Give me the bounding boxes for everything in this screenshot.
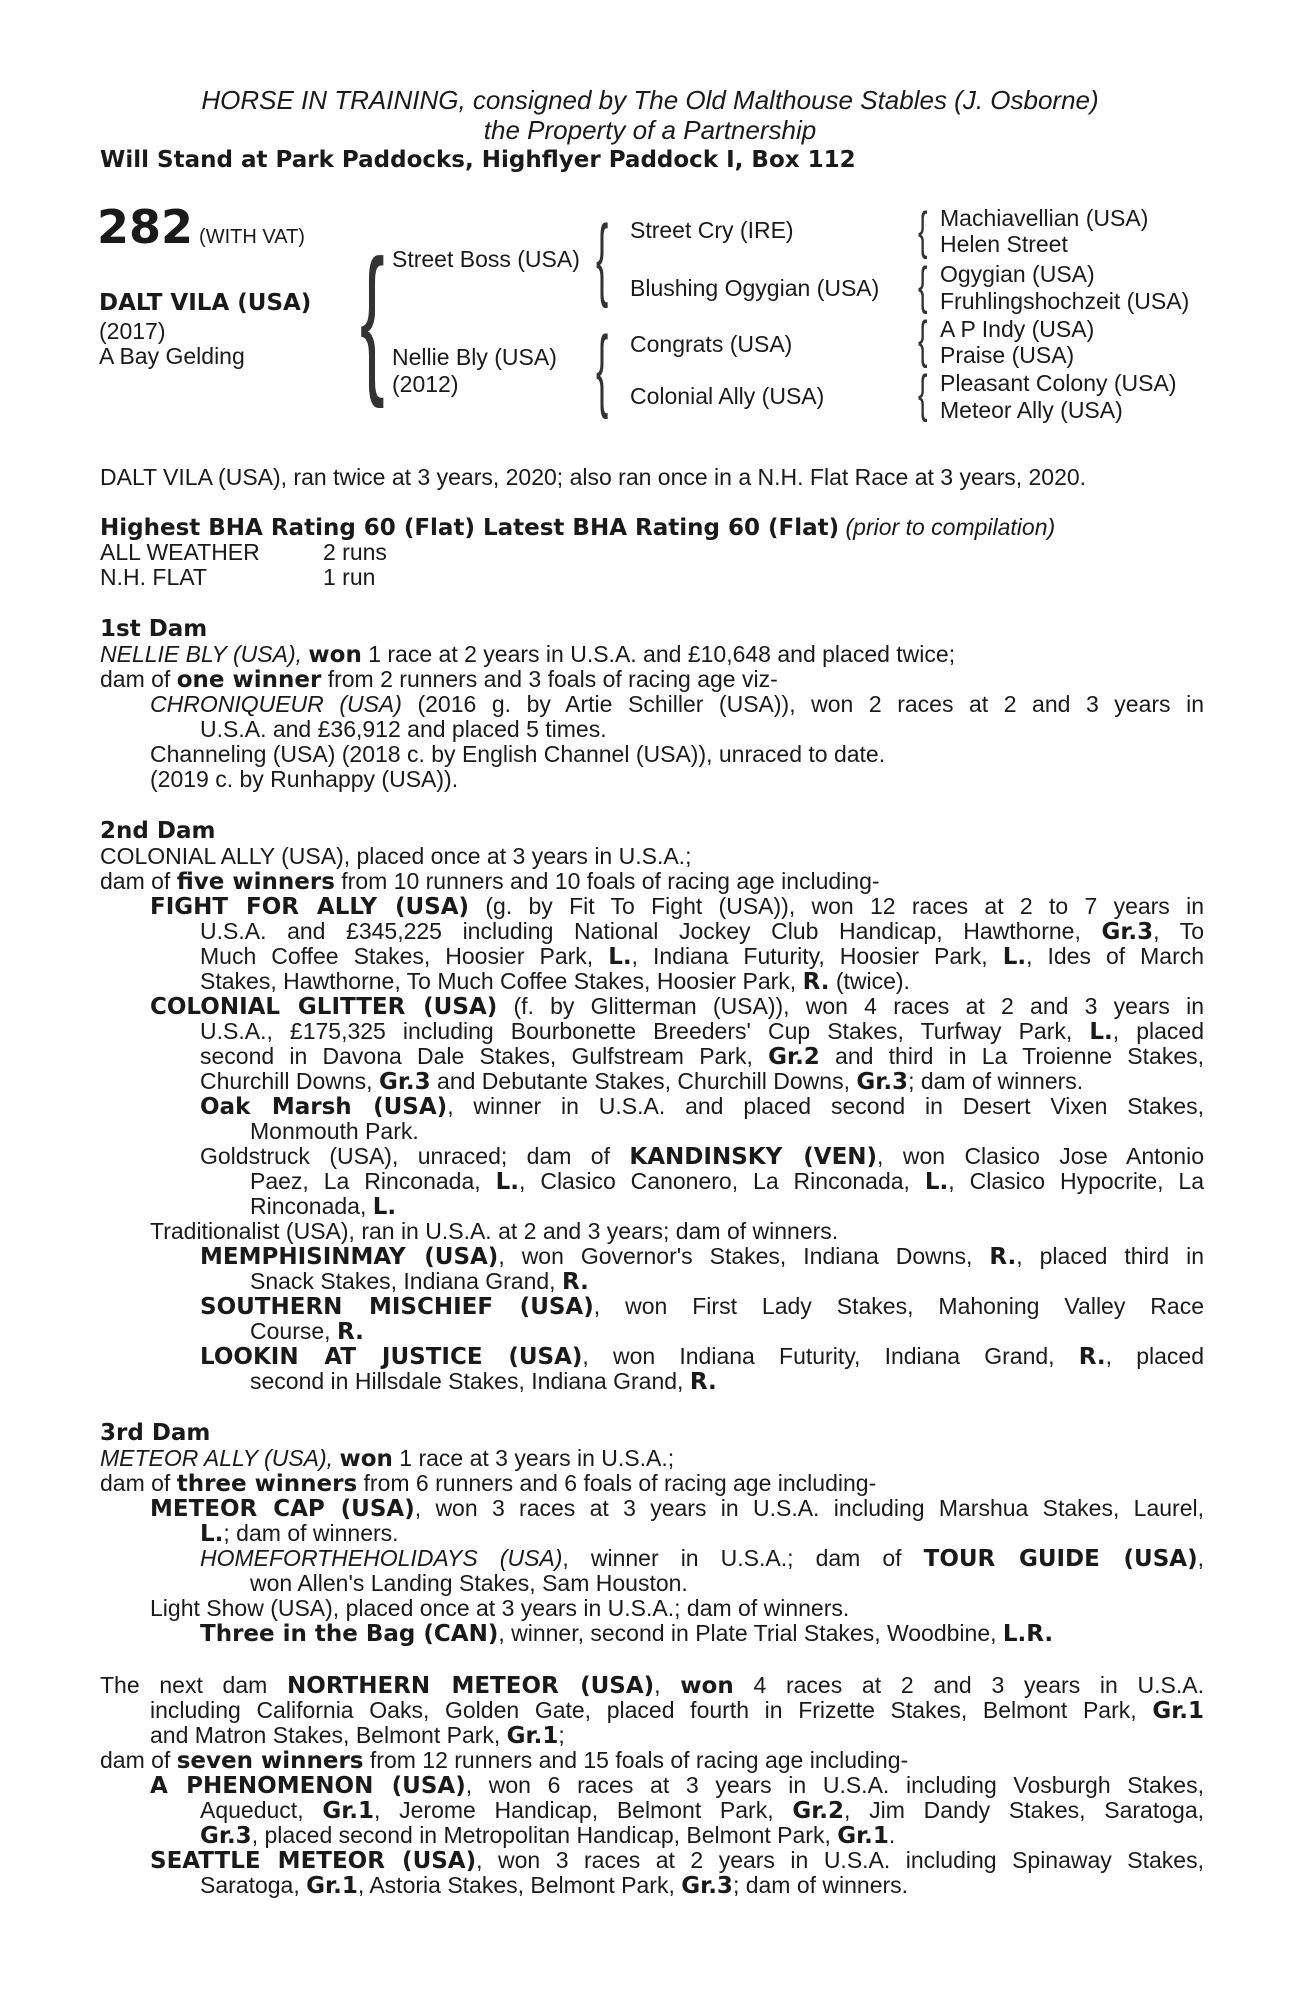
pedigree-dam-sire: Congrats (USA) — [630, 331, 793, 357]
horse-description: A Bay Gelding — [99, 343, 245, 369]
grade: L. — [495, 1169, 519, 1195]
grade: Gr.2 — [768, 1044, 820, 1070]
text: , Clasico Canonero, La Rinconada, — [519, 1168, 910, 1194]
first-dam-heading: 1st Dam — [100, 616, 208, 642]
progeny-name: MEMPHISINMAY (USA) — [200, 1244, 499, 1270]
dam-name: NELLIE BLY (USA), — [100, 641, 302, 667]
text: from 2 runners and 3 foals of racing age viz- — [327, 666, 778, 692]
pedigree-dam-dam: Colonial Ally (USA) — [630, 383, 825, 409]
grade: L. — [924, 1169, 949, 1195]
text: , — [654, 1672, 661, 1698]
grade: R. — [336, 1319, 364, 1345]
text: dam of — [100, 1747, 171, 1773]
text: , won Governor's Stakes, Indiana Downs, — [498, 1243, 973, 1269]
text: Stakes, Hawthorne, To Much Coffee Stakes, Hoosier Park, — [200, 968, 797, 994]
pedigree-brace-ss: { — [918, 202, 928, 260]
text: and Debutante Stakes, Churchill Downs, — [437, 1068, 850, 1094]
header-consignor: HORSE IN TRAINING, consigned by The Old Malthouse Stables (J. Osborne) — [201, 85, 1099, 115]
text: , placed third in — [1016, 1243, 1204, 1269]
header-property: the Property of a Partnership — [483, 115, 817, 145]
text: from 10 runners and 10 foals of racing age including- — [341, 868, 880, 894]
pedigree-sss: Machiavellian (USA) — [940, 205, 1149, 231]
grade: Gr.3 — [681, 1873, 733, 1899]
text: ; — [558, 1722, 565, 1748]
text: , Indiana Futurity, Hoosier Park, — [631, 943, 988, 969]
grade: L. — [1002, 944, 1027, 970]
third-dam-line — [150, 1496, 1204, 1522]
winners-count: three winners — [176, 1471, 358, 1497]
text: dam of — [100, 1470, 171, 1496]
second-dam-heading: 2nd Dam — [100, 818, 216, 844]
dam-name: METEOR ALLY (USA), — [100, 1445, 334, 1471]
third-dam-line — [200, 1521, 1304, 1547]
third-dam-line: won Allen's Landing Stakes, Sam Houston. — [250, 1570, 688, 1596]
text: Paez, La Rinconada, — [250, 1168, 481, 1194]
next-dam-line — [150, 1773, 1204, 1799]
text: (g. by Fit To Fight (USA)), won 12 races at 2 to 7 years in — [485, 893, 1205, 919]
grade: R. — [1078, 1344, 1106, 1370]
text: dam of — [100, 666, 171, 692]
first-dam-line: Channeling (USA) (2018 c. by English Channel (USA)), unraced to date. — [150, 741, 886, 767]
grade: Gr.3 — [378, 1069, 431, 1095]
pedigree-brace-sire: { — [596, 207, 609, 309]
text: (f. by Glitterman (USA)), won 4 races at 2 and 3 years in — [513, 993, 1204, 1019]
rating-row — [100, 540, 1204, 565]
pedigree-ssd: Helen Street — [940, 231, 1068, 257]
progeny-name: Oak Marsh (USA) — [200, 1094, 448, 1120]
third-dam-line — [100, 1446, 1204, 1472]
race-summary: DALT VILA (USA), ran twice at 3 years, 2020; also ran once in a N.H. Flat Race at 3 years, 2020. — [100, 464, 1087, 490]
text: second in Hillsdale Stakes, Indiana Grand, — [250, 1368, 684, 1394]
second-dam-line — [200, 944, 1204, 970]
grade: L.R. — [1002, 1621, 1054, 1647]
text: (2016 g. by Artie Schiller (USA)), won 2 races at 2 and 3 years in — [417, 691, 1204, 717]
rating-value: 1 run — [323, 564, 376, 590]
grade: R. — [561, 1269, 589, 1295]
grade: Gr.3 — [856, 1069, 909, 1095]
second-dam-line — [250, 1194, 1314, 1220]
progeny-name: FIGHT FOR ALLY (USA) — [150, 894, 470, 920]
second-dam-line — [200, 1094, 1204, 1120]
grade: Gr.1 — [1152, 1698, 1204, 1724]
pedigree-sire-dam: Blushing Ogygian (USA) — [630, 275, 880, 301]
first-dam-line — [100, 642, 1204, 668]
third-dam-line — [200, 1621, 1304, 1647]
won-label: won — [680, 1673, 734, 1699]
winners-count: five winners — [176, 869, 335, 895]
text: , To — [1153, 918, 1205, 944]
text: 1 race at 2 years in U.S.A. and £10,648 and placed twice; — [368, 641, 956, 667]
pedigree-dam-year: (2012) — [392, 371, 459, 397]
rating-row — [100, 565, 1204, 590]
pedigree-dam: Nellie Bly (USA) — [392, 344, 557, 370]
text: , Astoria Stakes, Belmont Park, — [357, 1872, 675, 1898]
progeny-name: A PHENOMENON (USA) — [150, 1773, 466, 1799]
text: and Matron Stakes, Belmont Park, — [150, 1722, 501, 1748]
pedigree-brace-dd: { — [918, 365, 928, 423]
first-dam-line: U.S.A. and £36,912 and placed 5 times. — [200, 716, 607, 742]
second-dam-line: COLONIAL ALLY (USA), placed once at 3 years in U.S.A.; — [100, 843, 692, 869]
second-dam-line — [250, 1369, 1314, 1395]
second-dam-line — [150, 894, 1204, 920]
text: The next dam — [100, 1672, 268, 1698]
second-dam-line — [200, 1019, 1204, 1045]
next-dam-line — [150, 1698, 1204, 1724]
next-dam-line — [200, 1823, 1304, 1849]
progeny-name: LOOKIN AT JUSTICE (USA) — [200, 1344, 583, 1370]
text: , Jim Dandy Stakes, Saratoga, — [844, 1797, 1205, 1823]
text: Rinconada, — [250, 1193, 367, 1219]
next-dam-line — [100, 1673, 1204, 1699]
progeny-name: CHRONIQUEUR (USA) — [150, 691, 402, 717]
progeny-name: COLONIAL GLITTER (USA) — [150, 994, 498, 1020]
text: . — [888, 1822, 896, 1848]
third-dam-line — [200, 1546, 1204, 1572]
text: Course, — [250, 1318, 331, 1344]
text: , Clasico Hypocrite, La — [948, 1168, 1205, 1194]
second-dam-line — [200, 969, 1304, 995]
text: Much Coffee Stakes, Hoosier Park, — [200, 943, 594, 969]
third-dam-line — [100, 1471, 1204, 1497]
grade: Gr.1 — [506, 1723, 559, 1749]
text: , Ides of March — [1026, 943, 1205, 969]
pedigree-brace-main: { — [360, 226, 385, 409]
text: ; dam of winners. — [732, 1872, 909, 1898]
text: including California Oaks, Golden Gate, placed fourth in Frizette Stakes, Belmont Park, — [150, 1697, 1137, 1723]
text: Churchill Downs, — [200, 1068, 373, 1094]
pedigree-sire: Street Boss (USA) — [392, 246, 580, 272]
second-dam-line: Traditionalist (USA), ran in U.S.A. at 2 and 3 years; dam of winners. — [150, 1218, 839, 1244]
bha-rating — [100, 515, 1204, 541]
progeny-name: SEATTLE METEOR (USA) — [150, 1848, 477, 1874]
grade: R. — [802, 969, 830, 995]
horse-year: (2017) — [99, 318, 166, 344]
second-dam-line — [200, 919, 1204, 945]
text: , winner in U.S.A.; dam of — [562, 1545, 902, 1571]
rating-label: N.H. FLAT — [100, 564, 207, 590]
winners-count: seven winners — [176, 1748, 364, 1774]
text: , placed — [1105, 1343, 1204, 1369]
text: , won Indiana Futurity, Indiana Grand, — [582, 1343, 1055, 1369]
text: , winner in U.S.A. and placed second in Desert Vixen Stakes, — [447, 1093, 1204, 1119]
grade: L. — [372, 1194, 397, 1220]
text: , won 6 races at 3 years in U.S.A. including Vosburgh Stakes, — [465, 1772, 1204, 1798]
second-dam-line — [250, 1319, 1314, 1345]
second-dam-line — [200, 1069, 1304, 1095]
winners-count: one winner — [176, 667, 322, 693]
bha-rating-values: Highest BHA Rating 60 (Flat) Latest BHA Rating 60 (Flat) — [100, 515, 840, 541]
text: from 12 runners and 15 foals of racing age including- — [369, 1747, 909, 1773]
header-stand: Will Stand at Park Paddocks, Highflyer Paddock I, Box 112 — [100, 147, 856, 173]
progeny-name: TOUR GUIDE (USA) — [923, 1546, 1198, 1572]
pedigree-brace-ds: { — [918, 311, 928, 369]
text: 1 race at 3 years in U.S.A.; — [399, 1445, 675, 1471]
text: , won 3 races at 3 years in U.S.A. including Marshua Stakes, Laurel, — [414, 1495, 1204, 1521]
second-dam-line — [250, 1269, 1314, 1295]
next-dam-line — [200, 1873, 1304, 1899]
text: , winner, second in Plate Trial Stakes, Woodbine, — [498, 1620, 997, 1646]
grade: L. — [200, 1521, 224, 1547]
won-label: won — [339, 1446, 393, 1472]
text: , placed second in Metropolitan Handicap, Belmont Park, — [251, 1822, 831, 1848]
text: U.S.A. and £345,225 including National Jockey Club Handicap, Hawthorne, — [200, 918, 1081, 944]
text: 4 races at 2 and 3 years in U.S.A. — [753, 1672, 1205, 1698]
text: Aqueduct, — [200, 1797, 304, 1823]
pedigree-sdd: Fruhlingshochzeit (USA) — [940, 288, 1190, 314]
pedigree-dds: Pleasant Colony (USA) — [940, 370, 1177, 396]
text: , placed — [1112, 1018, 1205, 1044]
grade: L. — [608, 944, 632, 970]
text: and third in La Troienne Stakes, — [835, 1043, 1205, 1069]
progeny-name: METEOR CAP (USA) — [150, 1496, 415, 1522]
rating-value: 2 runs — [323, 539, 387, 565]
second-dam-line — [200, 1244, 1204, 1270]
progeny-name: Three in the Bag (CAN) — [200, 1621, 499, 1647]
text: , won 3 races at 2 years in U.S.A. including Spinaway Stakes, — [476, 1847, 1204, 1873]
grade: L. — [1089, 1019, 1113, 1045]
next-dam-line — [150, 1848, 1204, 1874]
grade: Gr.1 — [306, 1873, 358, 1899]
next-dam-line — [100, 1748, 1204, 1774]
text: Saratoga, — [200, 1872, 300, 1898]
grade: Gr.1 — [322, 1798, 375, 1824]
progeny-name: HOMEFORTHEHOLIDAYS (USA) — [200, 1545, 563, 1571]
text: , — [1197, 1545, 1205, 1571]
vat-label: (WITH VAT) — [199, 226, 305, 248]
text: second in Davona Dale Stakes, Gulfstream Park, — [200, 1043, 753, 1069]
horse-name: DALT VILA (USA) — [99, 290, 312, 316]
grade: Gr.1 — [837, 1823, 889, 1849]
text: from 6 runners and 6 foals of racing age including- — [363, 1470, 877, 1496]
next-dam-line — [200, 1798, 1204, 1824]
pedigree-dss: A P Indy (USA) — [940, 316, 1095, 342]
grade: Gr.2 — [792, 1798, 845, 1824]
text: , won First Lady Stakes, Mahoning Valley Race — [593, 1293, 1204, 1319]
text: Goldstruck (USA), unraced; dam of — [200, 1143, 610, 1169]
text: (twice). — [835, 968, 910, 994]
progeny-name: SOUTHERN MISCHIEF (USA) — [200, 1294, 594, 1320]
second-dam-line — [200, 1344, 1204, 1370]
next-dam-line — [150, 1723, 1254, 1749]
text: , won Clasico Jose Antonio — [877, 1143, 1204, 1169]
grade: Gr.3 — [1101, 919, 1154, 945]
third-dam-heading: 3rd Dam — [100, 1420, 211, 1446]
text: U.S.A., £175,325 including Bourbonette Breeders' Cup Stakes, Turfway Park, — [200, 1018, 1073, 1044]
first-dam-line — [100, 667, 1204, 693]
pedigree-dsd: Praise (USA) — [940, 342, 1075, 368]
pedigree-brace-dam: { — [596, 318, 609, 420]
text: ; dam of winners. — [908, 1068, 1084, 1094]
lot-number-block — [97, 200, 305, 254]
pedigree-sire-sire: Street Cry (IRE) — [630, 217, 794, 243]
progeny-name: KANDINSKY (VEN) — [629, 1144, 878, 1170]
second-dam-line — [200, 1144, 1204, 1170]
third-dam-line: Light Show (USA), placed once at 3 years in U.S.A.; dam of winners. — [150, 1595, 850, 1621]
bha-rating-note: (prior to compilation) — [845, 514, 1056, 540]
first-dam-line — [150, 692, 1204, 717]
second-dam-line — [150, 994, 1204, 1020]
pedigree-brace-sd: { — [918, 257, 928, 315]
lot-number: 282 — [97, 200, 194, 254]
second-dam-line: Monmouth Park. — [250, 1118, 419, 1144]
grade: R. — [989, 1244, 1017, 1270]
text: ; dam of winners. — [223, 1520, 399, 1546]
text: Snack Stakes, Indiana Grand, — [250, 1268, 556, 1294]
rating-label: ALL WEATHER — [100, 539, 260, 565]
first-dam-line: (2019 c. by Runhappy (USA)). — [150, 766, 459, 792]
pedigree-ddd: Meteor Ally (USA) — [940, 397, 1123, 423]
grade: R. — [689, 1369, 717, 1395]
second-dam-line — [200, 1044, 1204, 1070]
second-dam-line — [200, 1294, 1204, 1320]
second-dam-line — [250, 1169, 1204, 1195]
text: dam of — [100, 868, 171, 894]
text: , Jerome Handicap, Belmont Park, — [374, 1797, 774, 1823]
pedigree-sds: Ogygian (USA) — [940, 261, 1095, 287]
second-dam-line — [100, 869, 1204, 895]
dam-name: NORTHERN METEOR (USA) — [287, 1673, 655, 1699]
won-label: won — [308, 642, 362, 668]
grade: Gr.3 — [200, 1823, 252, 1849]
